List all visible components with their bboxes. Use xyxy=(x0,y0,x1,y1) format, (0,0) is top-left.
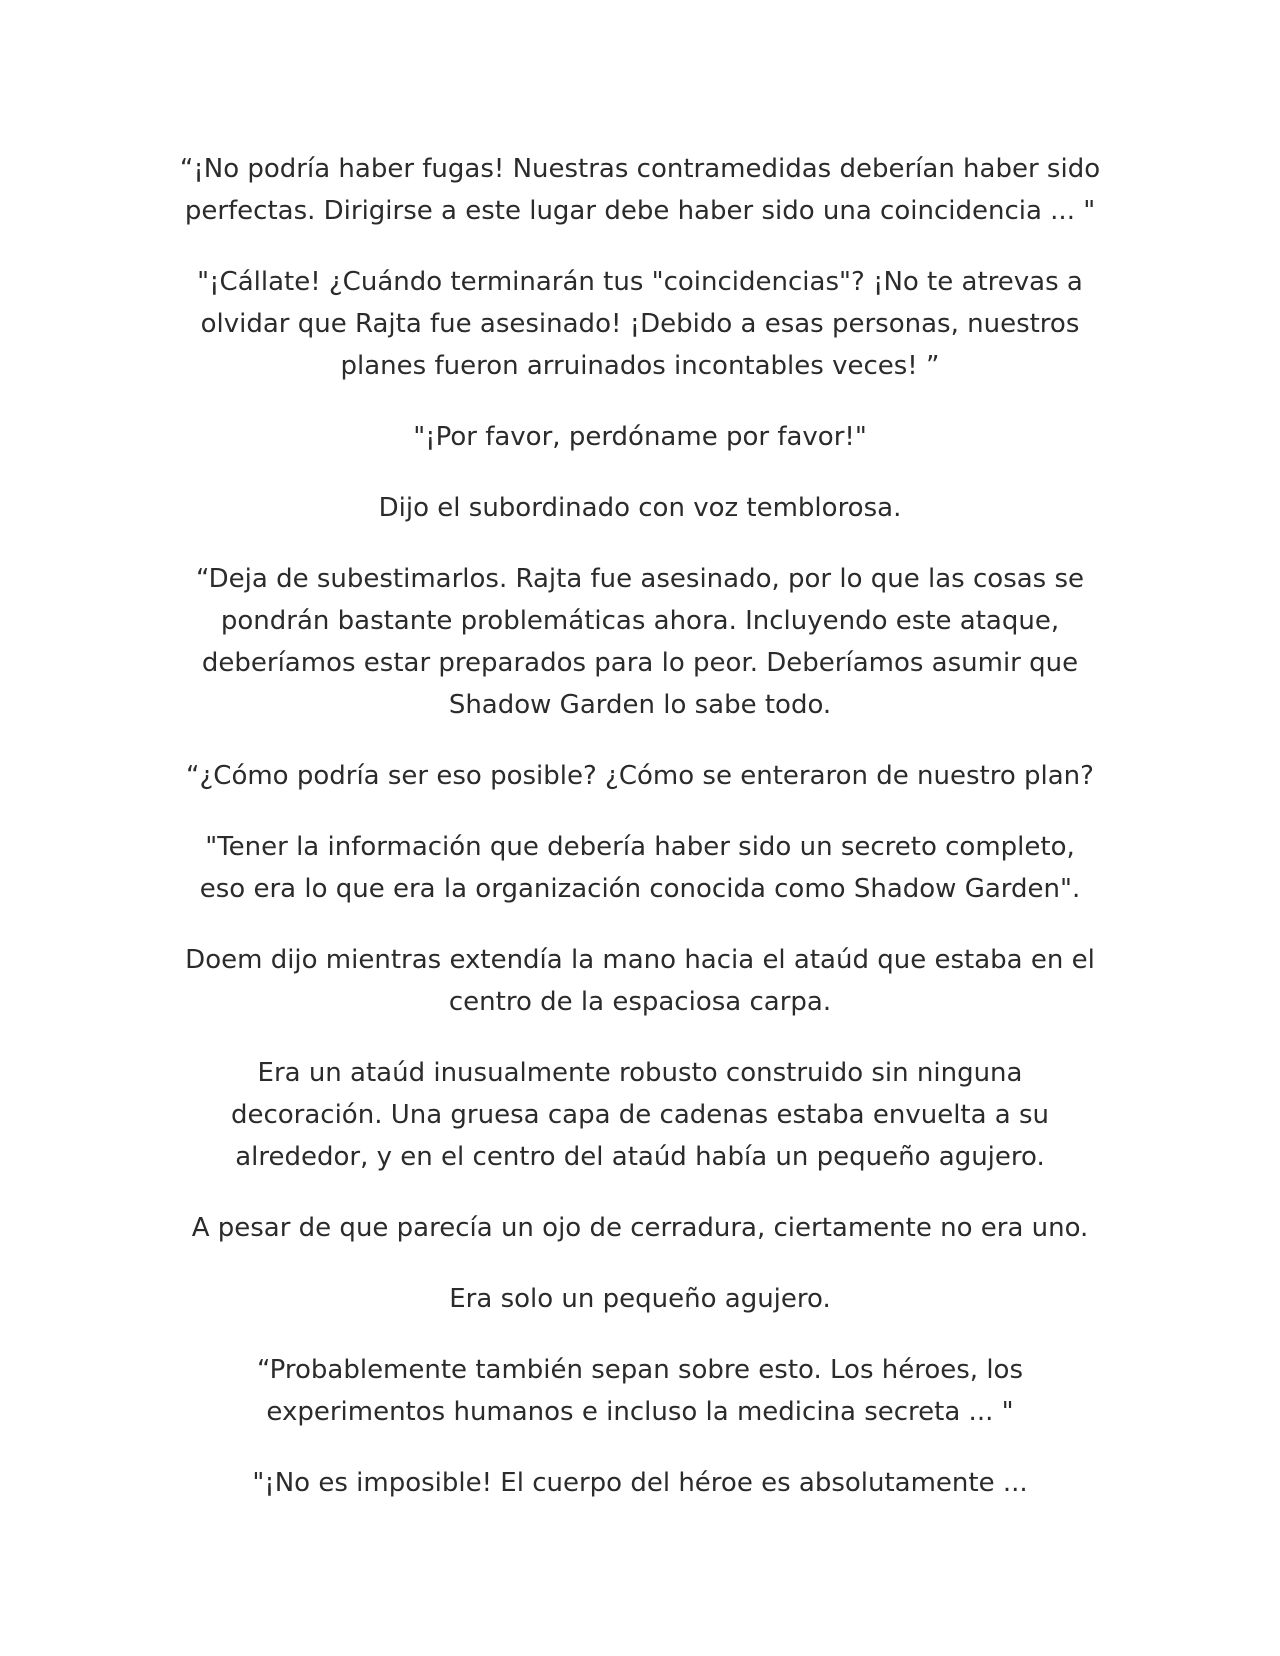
text-line: “Deja de subestimarlos. Rajta fue asesinado, por lo que las cosas se xyxy=(195,564,1085,594)
paragraph-10 xyxy=(170,1207,1110,1249)
paragraph-1 xyxy=(170,148,1110,232)
text-line: deberíamos estar preparados para lo peor. Deberíamos asumir que xyxy=(201,648,1079,678)
text-line: alrededor, y en el centro del ataúd había un pequeño agujero. xyxy=(235,1142,1045,1172)
text-line: olvidar que Rajta fue asesinado! ¡Debido a esas personas, nuestros xyxy=(200,309,1080,339)
text-line: Era un ataúd inusualmente robusto construido sin ninguna xyxy=(257,1058,1023,1088)
paragraph-4 xyxy=(170,487,1110,529)
paragraph-6 xyxy=(170,755,1110,797)
text-line: decoración. Una gruesa capa de cadenas estaba envuelta a su xyxy=(230,1100,1050,1130)
text-line: A pesar de que parecía un ojo de cerradura, ciertamente no era uno. xyxy=(191,1213,1089,1243)
text-line: experimentos humanos e incluso la medicina secreta ... " xyxy=(266,1397,1014,1427)
text-line: Era solo un pequeño agujero. xyxy=(449,1284,831,1314)
paragraph-8 xyxy=(170,939,1110,1023)
paragraph-5 xyxy=(170,558,1110,726)
paragraph-3 xyxy=(170,416,1110,458)
paragraph-7 xyxy=(170,826,1110,910)
text-line: centro de la espaciosa carpa. xyxy=(448,987,832,1017)
text-line: Shadow Garden lo sabe todo. xyxy=(448,690,832,720)
text-line: "¡Por favor, perdóname por favor!" xyxy=(413,422,867,452)
text-line: "Tener la información que debería haber sido un secreto completo, xyxy=(205,832,1075,862)
text-line: “Probablemente también sepan sobre esto. Los héroes, los xyxy=(256,1355,1024,1385)
text-line: "¡No es imposible! El cuerpo del héroe es absolutamente ... xyxy=(252,1468,1028,1498)
text-line: Doem dijo mientras extendía la mano hacia el ataúd que estaba en el xyxy=(185,945,1095,975)
text-line: “¡No podría haber fugas! Nuestras contramedidas deberían haber sido xyxy=(179,154,1101,184)
paragraph-12 xyxy=(170,1349,1110,1433)
text-line: planes fueron arruinados incontables veces! ” xyxy=(340,351,940,381)
text-line: perfectas. Dirigirse a este lugar debe haber sido una coincidencia ... " xyxy=(184,196,1096,226)
paragraph-9 xyxy=(170,1052,1110,1178)
text-line: “¿Cómo podría ser eso posible? ¿Cómo se enteraron de nuestro plan? xyxy=(186,761,1094,791)
text-line: "¡Cállate! ¿Cuándo terminarán tus "coincidencias"? ¡No te atrevas a xyxy=(197,267,1083,297)
paragraph-13 xyxy=(170,1462,1110,1504)
text-line: Dijo el subordinado con voz temblorosa. xyxy=(378,493,902,523)
text-line: eso era lo que era la organización conocida como Shadow Garden". xyxy=(199,874,1081,904)
paragraph-11 xyxy=(170,1278,1110,1320)
paragraph-2 xyxy=(170,261,1110,387)
document-body xyxy=(170,148,1110,1533)
text-line: pondrán bastante problemáticas ahora. Incluyendo este ataque, xyxy=(220,606,1060,636)
